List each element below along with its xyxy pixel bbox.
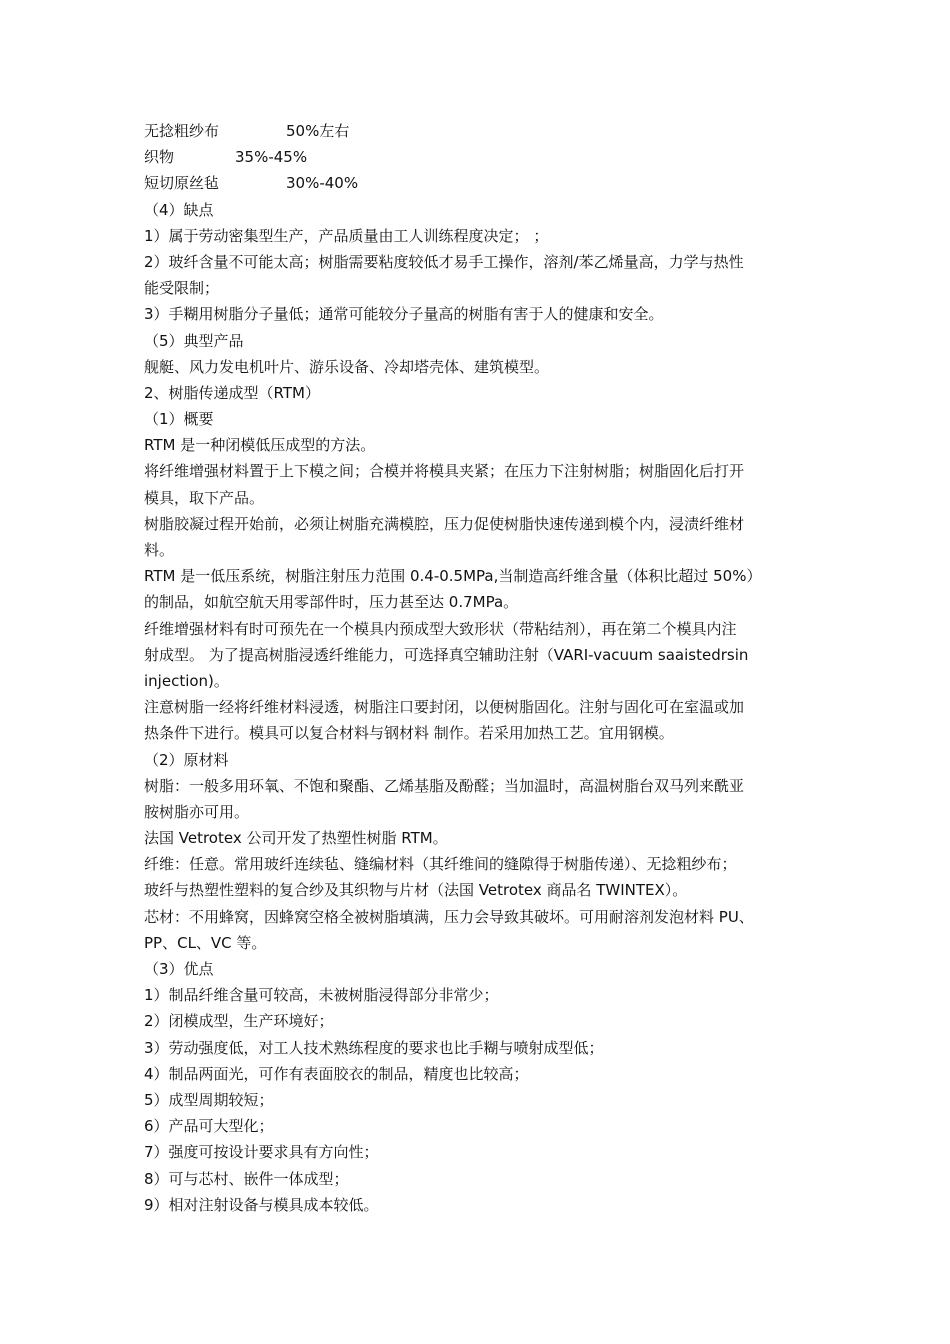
list-item: 2）闭模成型，生产环境好； [144,1012,334,1031]
paragraph-line: RTM 是一种闭模低压成型的方法。 [144,436,376,455]
content-row-chopped-mat [144,170,812,196]
list-item: 1）制品纤维含量可较高，未被树脂浸得部分非常少； [144,986,499,1005]
paragraph-line: 料。 [144,541,175,559]
content-name: 无捻粗纱布 [144,122,220,140]
paragraph-line: 热条件下进行。模具可以复合材料与钢材料 制作。若采用加热工艺。宜用钢模。 [144,724,674,743]
paragraph-line: 1）属于劳动密集型生产，产品质量由工人训练程度决定； ； [144,226,549,245]
content-row-fabric [144,144,812,170]
paragraph-line: 的制品，如航空航天用零部件时，压力甚至达 0.7MPa。 [144,593,519,612]
content-name: 短切原丝毡 [144,174,220,193]
list-item: 5）成型周期较短； [144,1090,274,1109]
list-item: 8）可与芯村、嵌件一体成型； [144,1169,349,1188]
content-name: 织物 [144,148,175,167]
paragraph-line: injection)。 [144,671,229,690]
paragraph-line: 注意树脂一经将纤维材料浸透，树脂注口要封闭，以便树脂固化。注射与固化可在室温或加 [144,698,745,717]
paragraph-line: 模具，取下产品。 [144,488,265,507]
list-item: 9）相对注射设备与模具成本较低。 [144,1195,379,1214]
list-item: 6）产品可大型化； [144,1117,274,1136]
paragraph-line: 舰艇、风力发电机叶片、游乐设备、冷却塔壳体、建筑模型。 [144,357,550,376]
paragraph-line: RTM 是一低压系统，树脂注射压力范围 0.4-0.5MPa,当制造高纤维含量（体积比超过 50%） [144,567,762,586]
section-heading: （2）原材料 [144,750,229,769]
content-value: 35%-45% [235,148,308,167]
paragraph-line: 纤维增强材料有时可预先在一个模具内预成型大致形状（带粘结剂），再在第二个模具内注 [144,619,737,638]
paragraph-line: 玻纤与热塑性塑料的复合纱及其织物与片材（法国 Vetrotex 商品名 TWINTEX）。 [144,881,688,900]
content-row-roving-cloth [144,118,812,144]
document-page [144,118,812,1218]
paragraph-line: 将纤维增强材料置于上下模之间；合模并将模具夹紧；在压力下注射树脂；树脂固化后打开 [144,462,745,481]
paragraph-line: 能受限制； [144,279,220,298]
paragraph-line: PP、CL、VC 等。 [144,933,267,952]
paragraph-line: 胺树脂亦可用。 [144,802,250,821]
paragraph-line: 法国 Vetrotex 公司开发了热塑性树脂 RTM。 [144,829,448,848]
paragraph-line: 2）玻纤含量不可能太高；树脂需要粘度较低才易手工操作，溶剂/苯乙烯量高，力学与热性 [144,252,744,271]
section-title: 2、树脂传递成型（RTM） [144,383,320,402]
section-heading: （3）优点 [144,960,214,978]
paragraph-line: 树脂：一般多用环氧、不饱和聚酯、乙烯基脂及酚醛；当加温时，高温树脂台双马列来酰亚 [144,776,745,795]
paragraph-line: 射成型。 为了提高树脂浸透纤维能力，可选择真空辅助注射（VARI-vacuum saaistedrsin [144,645,749,664]
list-item: 3）劳动强度低，对工人技术熟练程度的要求也比手糊与喷射成型低； [144,1038,604,1057]
paragraph-line: 芯材：不用蜂窝，因蜂窝空格全被树脂填满，压力会导致其破坏。可用耐溶剂发泡材料 PU、 [144,907,754,926]
paragraph-line: 纤维：任意。常用玻纤连续毡、缝编材料（其纤维间的缝隙得于树脂传递）、无捻粗纱布； [144,855,737,874]
content-value: 50%左右 [286,122,350,140]
list-item: 4）制品两面光，可作有表面胶衣的制品，精度也比较高； [144,1064,529,1083]
section-heading: （4）缺点 [144,200,214,219]
paragraph-line: 树脂胶凝过程开始前，必须让树脂充满模腔，压力促使树脂快速传递到模个内，浸渍纤维材 [144,514,745,533]
list-item: 7）强度可按设计要求具有方向性； [144,1143,379,1162]
content-value: 30%-40% [286,174,359,193]
section-heading: （1）概要 [144,410,214,429]
paragraph-line: 3）手糊用树脂分子量低；通常可能较分子量高的树脂有害于人的健康和安全。 [144,305,664,324]
section-heading: （5）典型产品 [144,331,244,350]
